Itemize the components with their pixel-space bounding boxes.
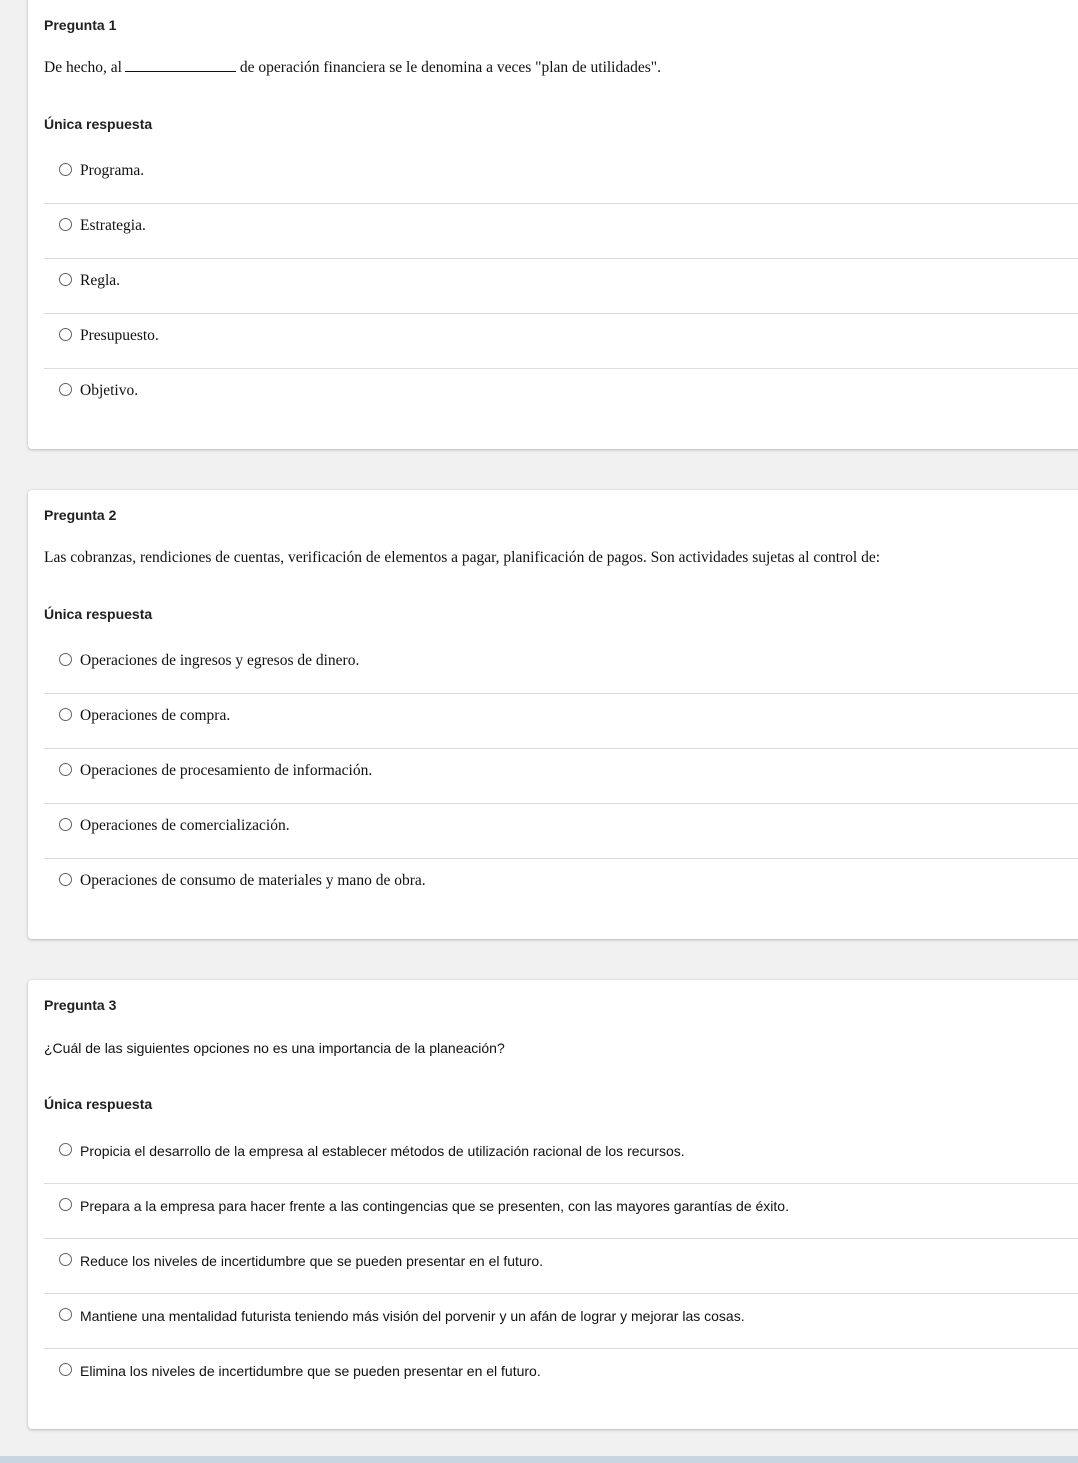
radio-button[interactable] <box>59 1143 72 1156</box>
radio-button[interactable] <box>59 1308 72 1321</box>
radio-button[interactable] <box>59 818 72 831</box>
question-text: ¿Cuál de las siguientes opciones no es una importancia de la planeación? <box>44 1040 505 1056</box>
radio-button[interactable] <box>59 1363 72 1376</box>
radio-button[interactable] <box>59 163 72 176</box>
answer-option[interactable] <box>44 149 1078 204</box>
question-card-1 <box>28 0 1078 449</box>
question-card-3 <box>28 980 1078 1429</box>
answer-option-label: Estrategia. <box>80 217 146 234</box>
answer-option[interactable] <box>44 204 1078 259</box>
question-title: Pregunta 2 <box>44 507 117 523</box>
radio-button[interactable] <box>59 383 72 396</box>
answer-option-label: Operaciones de consumo de materiales y mano de obra. <box>80 872 426 889</box>
answer-option-label: Regla. <box>80 272 121 289</box>
answer-option-label: Operaciones de compra. <box>80 707 231 724</box>
answer-option[interactable] <box>44 369 1078 423</box>
radio-button[interactable] <box>59 1198 72 1211</box>
answer-option-label: Operaciones de procesamiento de información. <box>80 762 373 779</box>
question-title: Pregunta 1 <box>44 17 117 33</box>
answer-options <box>44 149 1078 423</box>
bottom-divider-strip <box>0 1456 1078 1463</box>
answer-option-label: Mantiene una mentalidad futurista teniendo más visión del porvenir y un afán de lograr y mejorar las cosas. <box>80 1308 745 1324</box>
answer-option-label: Presupuesto. <box>80 327 159 344</box>
radio-button[interactable] <box>59 763 72 776</box>
answer-option[interactable] <box>44 749 1078 804</box>
answer-option-label: Operaciones de comercialización. <box>80 817 290 834</box>
answer-option-label: Reduce los niveles de incertidumbre que se pueden presentar en el futuro. <box>80 1253 544 1269</box>
answer-type-label: Única respuesta <box>44 116 153 132</box>
radio-button[interactable] <box>59 873 72 886</box>
answer-option-label: Prepara a la empresa para hacer frente a las contingencias que se presenten, con las mayores garantías de éxito. <box>80 1198 789 1214</box>
question-text: Las cobranzas, rendiciones de cuentas, verificación de elementos a pagar, planificación de pagos. Son actividades sujetas al control de: <box>44 549 881 566</box>
answer-option-label: Elimina los niveles de incertidumbre que se pueden presentar en el futuro. <box>80 1363 541 1379</box>
radio-button[interactable] <box>59 273 72 286</box>
answer-option[interactable] <box>44 1239 1078 1294</box>
question-text <box>44 59 661 77</box>
answer-type-label: Única respuesta <box>44 1096 153 1112</box>
answer-option[interactable] <box>44 859 1078 913</box>
answer-options <box>44 1129 1078 1403</box>
answer-option[interactable] <box>44 694 1078 749</box>
answer-option[interactable] <box>44 804 1078 859</box>
fill-in-blank <box>125 59 236 72</box>
answer-option[interactable] <box>44 1294 1078 1349</box>
answer-option[interactable] <box>44 639 1078 694</box>
question-title: Pregunta 3 <box>44 997 117 1013</box>
answer-option-label: Programa. <box>80 162 145 179</box>
radio-button[interactable] <box>59 328 72 341</box>
radio-button[interactable] <box>59 218 72 231</box>
answer-options <box>44 639 1078 913</box>
question-text-before: De hecho, al <box>44 59 122 76</box>
radio-button[interactable] <box>59 1253 72 1266</box>
answer-option[interactable] <box>44 1349 1078 1403</box>
answer-type-label: Única respuesta <box>44 606 153 622</box>
radio-button[interactable] <box>59 708 72 721</box>
question-text-after: de operación financiera se le denomina a veces "plan de utilidades". <box>239 59 661 76</box>
answer-option-label: Objetivo. <box>80 382 139 399</box>
answer-option[interactable] <box>44 1129 1078 1184</box>
answer-option-label: Propicia el desarrollo de la empresa al establecer métodos de utilización racional de los recursos. <box>80 1143 685 1159</box>
radio-button[interactable] <box>59 653 72 666</box>
answer-option-label: Operaciones de ingresos y egresos de dinero. <box>80 652 360 669</box>
question-card-2 <box>28 490 1078 939</box>
answer-option[interactable] <box>44 314 1078 369</box>
answer-option[interactable] <box>44 1184 1078 1239</box>
answer-option[interactable] <box>44 259 1078 314</box>
